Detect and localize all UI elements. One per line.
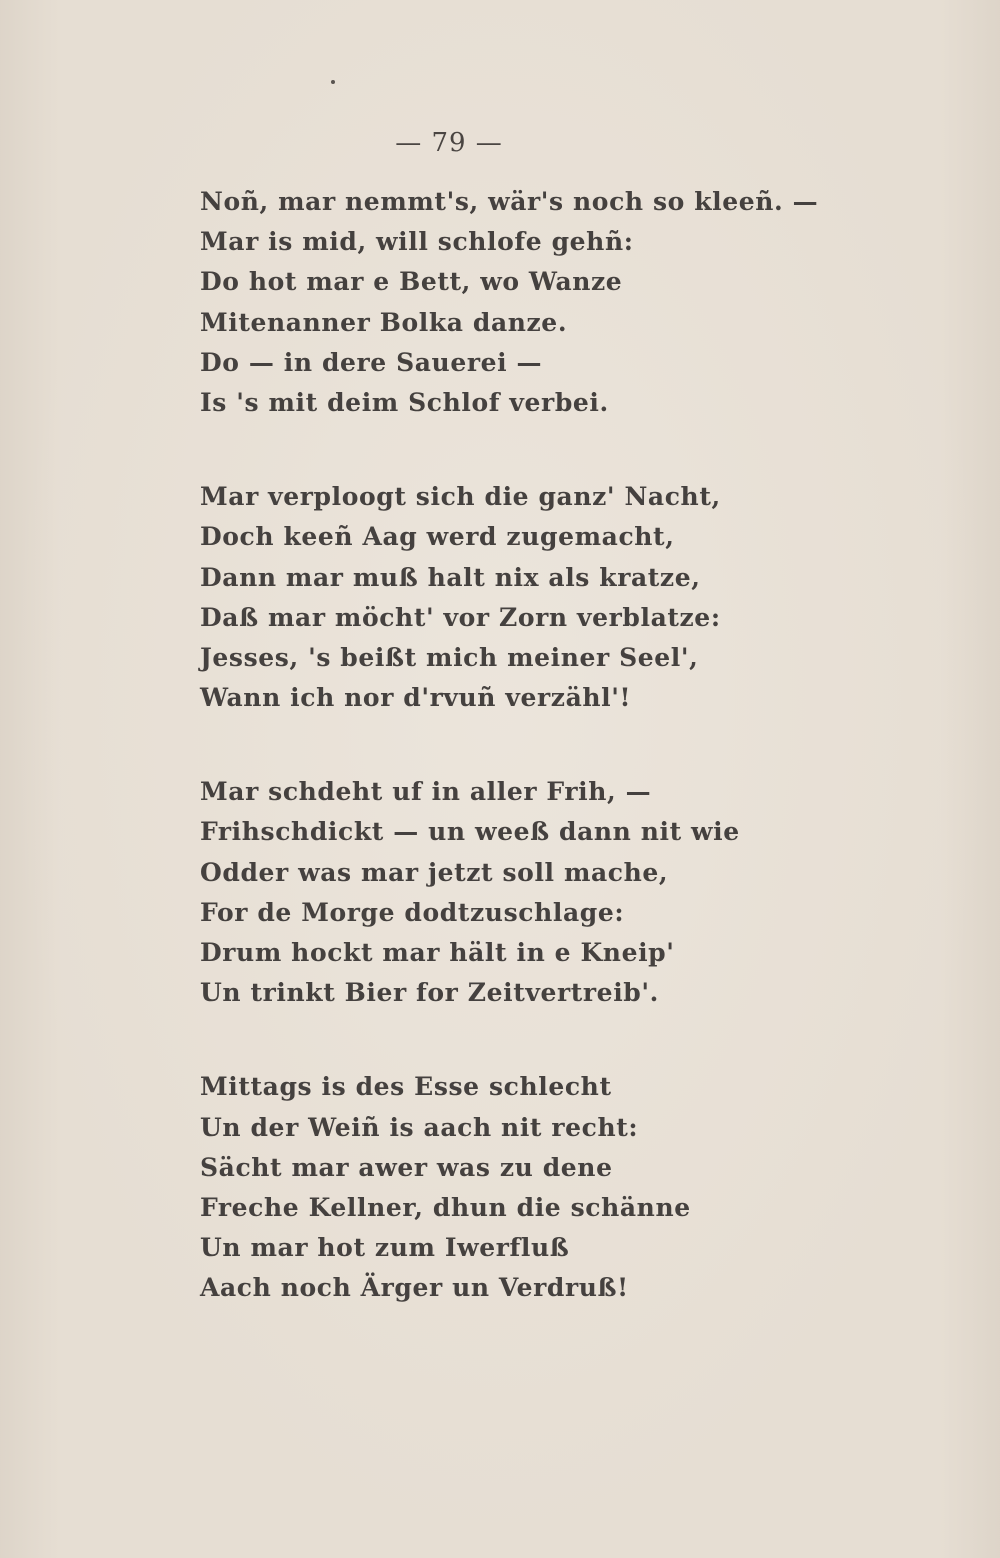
poem-line: Doch keeñ Aag werd zugemacht, (200, 522, 675, 552)
poem-line: Do hot mar e Bett, wo Wanze (200, 267, 623, 297)
poem-line: Frihschdickt — un weeß dann nit wie (200, 817, 740, 847)
poem-line: Aach noch Ärger un Verdruß! (200, 1273, 629, 1303)
poem-line: Is 's mit deim Schlof verbei. (200, 387, 609, 417)
poem-line: Jesses, 's beißt mich meiner Seel', (200, 642, 699, 672)
poem-line: For de Morge dodtzuschlage: (200, 897, 625, 927)
poem-line: Noñ, mar nemmt's, wär's noch so kleeñ. — (200, 187, 819, 216)
poem-line: Mar schdeht uf in aller Frih, — (200, 777, 652, 807)
poem-line: Do — in dere Sauerei — (200, 347, 543, 377)
poem-line: Wann ich nor d'rvuñ verzähl'! (200, 683, 632, 713)
poem-line: Dann mar muß halt nix als kratze, (200, 562, 701, 592)
poem-line: Sächt mar awer was zu dene (200, 1152, 613, 1182)
poem-line: Drum hockt mar hält in e Kneip' (200, 938, 675, 967)
stanza (200, 1067, 820, 1308)
page-number: — 79 — (395, 128, 503, 158)
stanza (200, 182, 820, 423)
poem-line: Odder was mar jetzt soll mache, (200, 857, 669, 887)
poem-line: Freche Kellner, dhun die schänne (200, 1192, 691, 1222)
poem-line: Mittags is des Esse schlecht (200, 1072, 612, 1102)
poem-line: Mar is mid, will schlofe gehñ: (200, 227, 634, 257)
poem-line: Daß mar möcht' vor Zorn verblatze: (200, 602, 721, 632)
stanza (200, 477, 820, 718)
poem-line: Un mar hot zum Iwerfluß (200, 1233, 570, 1263)
poem (200, 182, 820, 1363)
poem-line: Mitenanner Bolka danze. (200, 307, 568, 337)
ink-speck (331, 80, 335, 84)
poem-line: Un der Weiñ is aach nit recht: (200, 1112, 639, 1142)
poem-line: Mar verploogt sich die ganz' Nacht, (200, 482, 721, 512)
poem-line: Un trinkt Bier for Zeitvertreib'. (200, 978, 659, 1008)
stanza (200, 772, 820, 1013)
